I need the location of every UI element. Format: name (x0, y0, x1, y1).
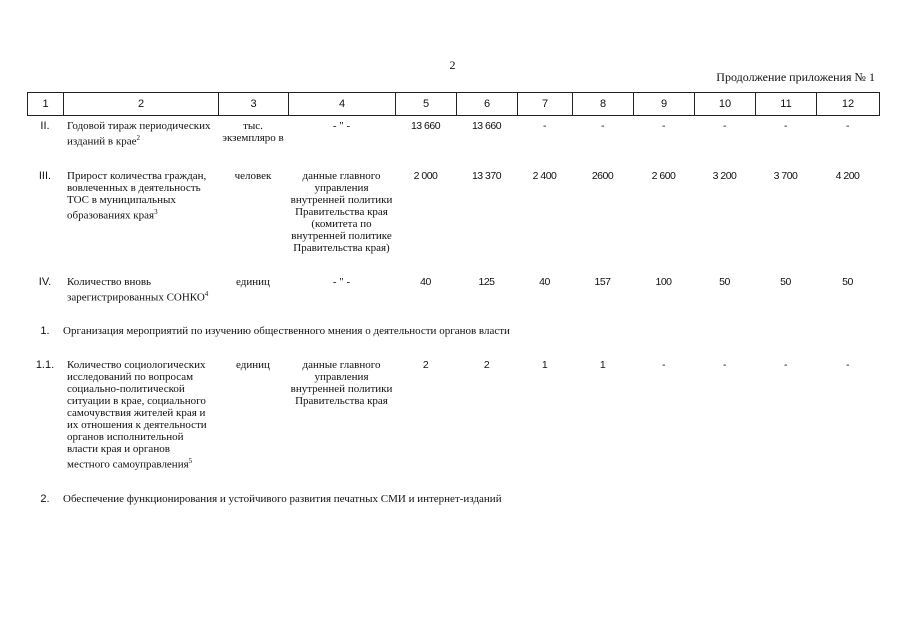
unit: человек (234, 169, 272, 182)
value-cell: 50 (719, 275, 730, 288)
section-row (27, 325, 879, 337)
value-cell: 50 (842, 275, 853, 288)
source: - " - (332, 120, 351, 132)
value-cell: 13 660 (471, 120, 502, 132)
value-cell: - (662, 359, 665, 372)
indicator-name: Количество социологических исследований по вопросам социально-политической ситуации в крае, социального самочувствия жителей края и их отношения к деятельности органов исполнительной власти края и органов местного самоуправления$^5$ (67, 359, 207, 471)
value-cell: 40 (420, 275, 431, 288)
indicator-name: Прирост количества граждан, вовлеченных в деятельность ТОС в муниципальных образованиях края$^3$ (67, 169, 207, 222)
row-number: IV. (38, 275, 52, 288)
source: - " - (332, 275, 351, 288)
section-number: 1. (40, 325, 50, 338)
header-col-1: 1 (28, 93, 64, 116)
source: данные главного управления внутренней политики Правительства края (комитета по внутренней политике Правительства края) (290, 169, 393, 254)
value-cell: - (723, 120, 726, 132)
row-number: II. (40, 120, 50, 132)
value-cell: - (543, 120, 546, 132)
header-col-6: 6 (457, 93, 518, 116)
value-cell: 2 (483, 359, 490, 372)
row-number: III. (38, 169, 52, 182)
header-col-5: 5 (396, 93, 457, 116)
value-cell: - (784, 120, 787, 132)
value-cell: 2 400 (532, 169, 557, 182)
value-cell: - (601, 120, 604, 132)
value-cell: 100 (655, 275, 672, 288)
value-cell: 40 (539, 275, 550, 288)
value-cell: - (723, 359, 726, 372)
table-row (27, 359, 879, 471)
indicator-table (27, 120, 879, 505)
value-cell: 2 000 (413, 169, 438, 182)
value-cell: 125 (478, 275, 495, 288)
header-col-12: 12 (817, 93, 880, 116)
header-col-7: 7 (518, 93, 573, 116)
source: данные главного управления внутренней политики Правительства края (290, 359, 393, 408)
table-row (27, 276, 879, 304)
value-cell: 157 (594, 275, 611, 288)
section-title: Обеспечение функционирования и устойчивого развития печатных СМИ и интернет-изданий (63, 492, 502, 505)
header-col-9: 9 (634, 93, 695, 116)
header-col-8: 8 (573, 93, 634, 116)
section-number: 2. (40, 492, 50, 505)
value-cell: - (784, 359, 787, 372)
header-col-11: 11 (756, 93, 817, 116)
page-number: 2 (449, 58, 456, 72)
table-header (27, 92, 880, 116)
header-col-4: 4 (289, 93, 396, 116)
header-col-10: 10 (695, 93, 756, 116)
table-row (27, 120, 879, 148)
table-row (27, 170, 879, 254)
header-col-3: 3 (219, 93, 289, 116)
value-cell: 1 (541, 359, 548, 372)
value-cell: 50 (780, 275, 791, 288)
value-cell: 13 370 (471, 169, 502, 182)
unit: единиц (236, 359, 270, 372)
section-title: Организация мероприятий по изучению общественного мнения о деятельности органов власти (63, 325, 510, 338)
continuation-label: Продолжение приложения № 1 (716, 70, 875, 84)
row-number: 1.1. (35, 359, 55, 372)
value-cell: 3 700 (773, 169, 798, 182)
value-cell: 1 (599, 359, 606, 372)
value-cell: 4 200 (835, 169, 860, 182)
value-cell: - (662, 120, 665, 132)
value-cell: 13 660 (410, 120, 441, 132)
header-col-2: 2 (64, 93, 219, 116)
value-cell: - (846, 120, 849, 132)
indicator-name: Количество вновь зарегистрированных СОНКО$^4$ (67, 275, 209, 304)
unit: единиц (236, 275, 270, 288)
value-cell: 2 600 (651, 169, 676, 182)
indicator-name: Годовой тираж периодических изданий в крае$^2$ (67, 120, 211, 148)
section-row (27, 493, 879, 505)
value-cell: 2 (422, 359, 429, 372)
value-cell: 3 200 (712, 169, 737, 182)
unit: тыс. экземпляро в (222, 120, 284, 144)
value-cell: 2600 (591, 169, 614, 182)
value-cell: - (846, 359, 849, 372)
